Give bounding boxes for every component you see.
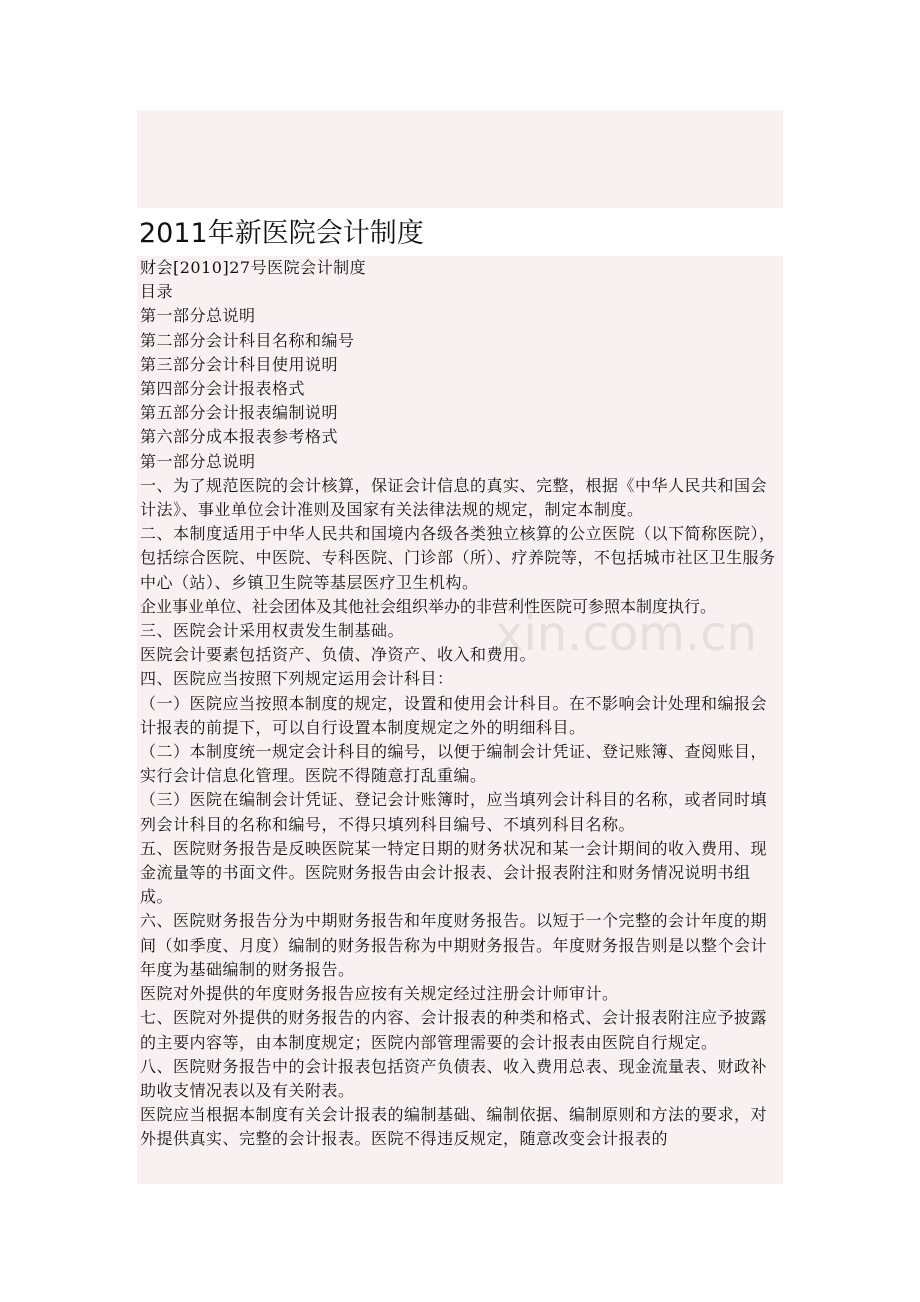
body-paragraph: （三）医院在编制会计凭证、登记会计账簿时，应当填列会计科目的名称，或者同时填列会计科目的名称和编号，不得只填列科目编号、不填列科目名称。 bbox=[140, 790, 768, 834]
toc-item: 第四部分会计报表格式 bbox=[140, 379, 306, 399]
toc-item: 第三部分会计科目使用说明 bbox=[140, 354, 339, 374]
doc-subtitle: 财会[2010]27号医院会计制度 bbox=[140, 258, 367, 277]
body-paragraph: 医院应当根据本制度有关会计报表的编制基础、编制依据、编制原则和方法的要求，对外提供真实、完整的会计报表。医院不得违反规定，随意改变会计报表的 bbox=[140, 1105, 768, 1149]
body-paragraph: 八、医院财务报告中的会计报表包括资产负债表、收入费用总表、现金流量表、财政补助收支情况表以及有关附表。 bbox=[140, 1056, 768, 1100]
body-paragraph: 一、为了规范医院的会计核算，保证会计信息的真实、完整，根据《中华人民共和国会计法》、事业单位会计准则及国家有关法律法规的规定，制定本制度。 bbox=[140, 475, 768, 520]
section-heading: 第一部分总说明 bbox=[140, 451, 256, 471]
body-paragraph: （一）医院应当按照本制度的规定，设置和使用会计科目。在不影响会计处理和编报会计报表的前提下，可以自行设置本制度规定之外的明细科目。 bbox=[140, 693, 768, 737]
body-paragraph: 三、医院会计采用权责发生制基础。 bbox=[140, 621, 405, 641]
top-banner bbox=[137, 110, 783, 208]
body-paragraph: 医院对外提供的年度财务报告应按有关规定经过注册会计师审计。 bbox=[140, 984, 619, 1004]
watermark: xin.com.cn bbox=[495, 606, 758, 662]
body-paragraph: 六、医院财务报告分为中期财务报告和年度财务报告。以短于一个完整的会计年度的期间（如季度、月度）编制的财务报告称为中期财务报告。年度财务报告则是以整个会计年度为基础编制的财务报告。 bbox=[140, 911, 768, 979]
toc-item: 第一部分总说明 bbox=[140, 306, 256, 326]
body-paragraph: 医院会计要素包括资产、负债、净资产、收入和费用。 bbox=[140, 645, 537, 665]
body-paragraph: 四、医院应当按照下列规定运用会计科目： bbox=[140, 669, 454, 689]
toc-item: 第五部分会计报表编制说明 bbox=[140, 403, 339, 423]
toc-item: 第六部分成本报表参考格式 bbox=[140, 427, 339, 447]
document-body bbox=[137, 256, 783, 1184]
body-paragraph: 七、医院对外提供的财务报告的内容、会计报表的种类和格式、会计报表附注应予披露的主要内容等，由本制度规定；医院内部管理需要的会计报表由医院自行规定。 bbox=[140, 1008, 768, 1052]
document-title: 2011年新医院会计制度 bbox=[139, 218, 424, 249]
body-paragraph: （二）本制度统一规定会计科目的编号，以便于编制会计凭证、登记账簿、查阅账目，实行会计信息化管理。医院不得随意打乱重编。 bbox=[140, 742, 768, 786]
toc-heading: 目录 bbox=[140, 282, 174, 302]
body-paragraph: 二、本制度适用于中华人民共和国境内各级各类独立核算的公立医院（以下简称医院），包括综合医院、中医院、专科医院、门诊部（所）、疗养院等，不包括城市社区卫生服务中心（站）、乡镇卫生院等基层医疗卫生机构。 bbox=[140, 524, 776, 592]
toc-item: 第二部分会计科目名称和编号 bbox=[140, 330, 355, 350]
body-paragraph: 五、医院财务报告是反映医院某一特定日期的财务状况和某一会计期间的收入费用、现金流量等的书面文件。医院财务报告由会计报表、会计报表附注和财务情况说明书组成。 bbox=[140, 838, 768, 907]
body-paragraph: 企业事业单位、社会团体及其他社会组织举办的非营利性医院可参照本制度执行。 bbox=[140, 596, 717, 616]
